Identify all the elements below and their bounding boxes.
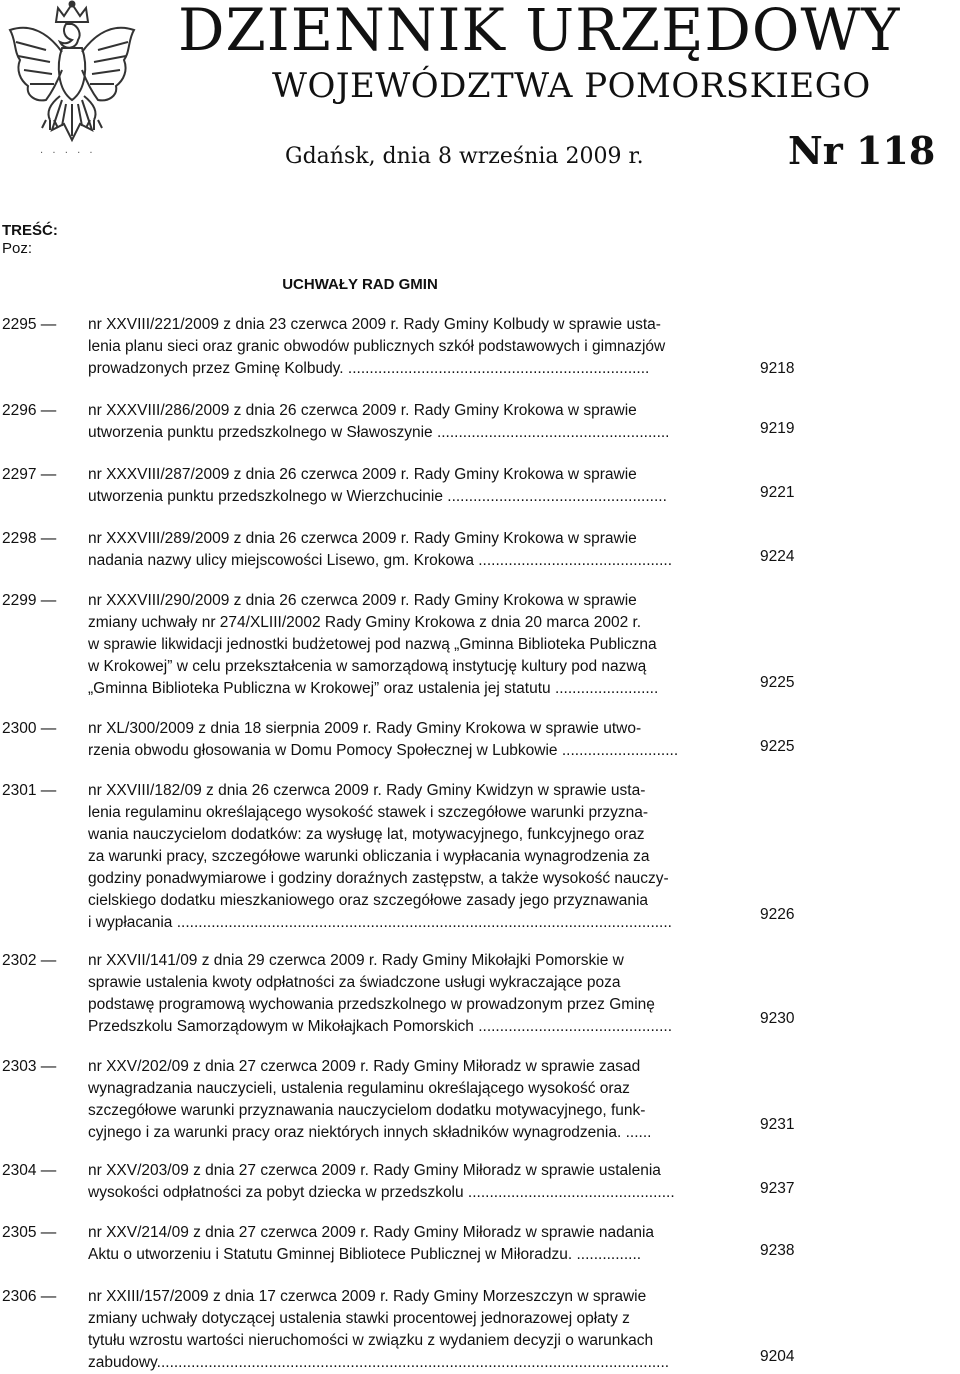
entry-number: 2301 — [2, 782, 57, 799]
entry-page: 9225 [760, 674, 795, 691]
entry-number: 2305 — [2, 1224, 57, 1241]
entry-number: 2303 — [2, 1058, 57, 1075]
entry-number: 2304 — [2, 1162, 57, 1179]
publication-date: Gdańsk, dnia 8 września 2009 r. [285, 144, 644, 169]
journal-subtitle: WOJEWÓDZTWA POMORSKIEGO [272, 66, 871, 106]
entry-page: 9218 [760, 360, 795, 377]
entry-description: nr XXXVIII/289/2009 z dnia 26 czerwca 2009 r. Rady Gminy Krokowa w sprawie nadania nazwy ulicy miejscowości Lisewo, gm. Krokowa ............................................. [88, 530, 673, 569]
entry-page: 9224 [760, 548, 795, 565]
entry-page: 9204 [760, 1348, 795, 1365]
entry-number: 2298 — [2, 530, 57, 547]
entry-description: nr XXV/202/09 z dnia 27 czerwca 2009 r. Rady Gminy Miłoradz w sprawie zasad wynagradzania nauczycieli, ustalenia regulaminu określającego wysokość oraz szczegółowe warunki przyznawania nauczycielom dodatku motywacyjnego, funk- cyjnego i za warunki pracy oraz niektórych innych składników wynagrodzenia. ...... [88, 1058, 652, 1141]
entry-number: 2297 — [2, 466, 57, 483]
entry-number: 2306 — [2, 1288, 57, 1305]
entry-page: 9225 [760, 738, 795, 755]
entry-number: 2299 — [2, 592, 57, 609]
entry-page: 9238 [760, 1242, 795, 1259]
entry-number: 2296 — [2, 402, 57, 419]
entry-number: 2302 — [2, 952, 57, 969]
entry-number: 2295 — [2, 316, 57, 333]
entry-description: nr XXXVIII/287/2009 z dnia 26 czerwca 2009 r. Rady Gminy Krokowa w sprawie utworzenia punktu przedszkolnego w Wierzchucinie ................................................... [88, 466, 667, 505]
svg-text:· · · · ·: · · · · · [40, 148, 96, 159]
journal-title: DZIENNIK URZĘDOWY [178, 0, 901, 64]
entry-page: 9219 [760, 420, 795, 437]
entry-page: 9230 [760, 1010, 795, 1027]
contents-label: TREŚĆ: [2, 222, 58, 239]
entry-description: nr XXV/203/09 z dnia 27 czerwca 2009 r. Rady Gminy Miłoradz w sprawie ustalenia wysokości odpłatności za pobyt dziecka w przedszkolu ................................................ [88, 1162, 675, 1201]
entry-page: 9226 [760, 906, 795, 923]
entry-page: 9221 [760, 484, 795, 501]
entry-description: nr XXVIII/182/09 z dnia 26 czerwca 2009 r. Rady Gminy Kwidzyn w sprawie usta- lenia regulaminu określającego wysokość stawek i szczegółowe warunki przyzna- wania nauczycielom dodatków: za wysługę lat, motywacyjnego, funkcyjnego oraz za warunki pracy, szczegółowe warunki obliczania i wypłacania wynagrodzenia za godziny ponadwymiarowe i godziny doraźnych zastępstw, a także wysokość nauczy- cielskiego dodatku mieszkaniowego oraz szczegółowe zasady jego przyznawania i wypłacania ................................................................................................................... [88, 782, 672, 931]
issue-number: Nr 118 [788, 128, 936, 173]
entry-description: nr XXVII/141/09 z dnia 29 czerwca 2009 r. Rady Gminy Mikołajki Pomorskie w sprawie ustalenia kwoty odpłatności za świadczone usługi wykraczające poza podstawę programową wychowania przedszkolnego w prowadzonym przez Gminę Przedszkolu Samorządowym w Mikołajkach Pomorskich ............................................. [88, 952, 672, 1035]
entry-description: nr XXVIII/221/2009 z dnia 23 czerwca 2009 r. Rady Gminy Kolbudy w sprawie usta- lenia planu sieci oraz granic obwodów publicznych szkół podstawowych i gimnazjów prowadzonych przez Gminę Kolbudy. ...................................................................... [88, 316, 666, 377]
entry-description: nr XXIII/157/2009 z dnia 17 czerwca 2009 r. Rady Gminy Morzeszczyn w sprawie zmiany uchwały dotyczącej ustalenia stawki procentowej jednorazowej opłaty z tytułu wzrostu wartości nieruchomości w związku z wydaniem decyzji o warunkach zabudowy....................................................................................................................... [88, 1288, 670, 1371]
entry-page: 9237 [760, 1180, 795, 1197]
entry-description: nr XXXVIII/286/2009 z dnia 26 czerwca 2009 r. Rady Gminy Krokowa w sprawie utworzenia punktu przedszkolnego w Sławoszynie ...................................................... [88, 402, 670, 441]
entry-description: nr XXXVIII/290/2009 z dnia 26 czerwca 2009 r. Rady Gminy Krokowa w sprawie zmiany uchwały nr 274/XLIII/2002 Rady Gminy Krokowa z dnia 20 marca 2002 r. w sprawie likwidacji jednostki budżetowej pod nazwą „Gminna Biblioteka Publiczna w Krokowej” w celu przekształcenia w samorządową instytucję kultury pod nazwą „Gminna Biblioteka Publiczna w Krokowej” oraz ustalenia jej statutu ........................ [88, 592, 659, 697]
entry-number: 2300 — [2, 720, 57, 737]
coat-of-arms-eagle-icon [6, 0, 138, 160]
entry-page: 9231 [760, 1116, 795, 1133]
entry-description: nr XXV/214/09 z dnia 27 czerwca 2009 r. Rady Gminy Miłoradz w sprawie nadania Aktu o utworzeniu i Statutu Gminnej Bibliotece Publicznej w Miłoradzu. ............... [88, 1224, 655, 1263]
position-label: Poz: [2, 240, 33, 257]
entry-description: nr XL/300/2009 z dnia 18 sierpnia 2009 r. Rady Gminy Krokowa w sprawie utwo- rzenia obwodu głosowania w Domu Pomocy Społecznej w Lubkowie ........................... [88, 720, 679, 759]
section-heading: UCHWAŁY RAD GMIN [282, 276, 438, 293]
